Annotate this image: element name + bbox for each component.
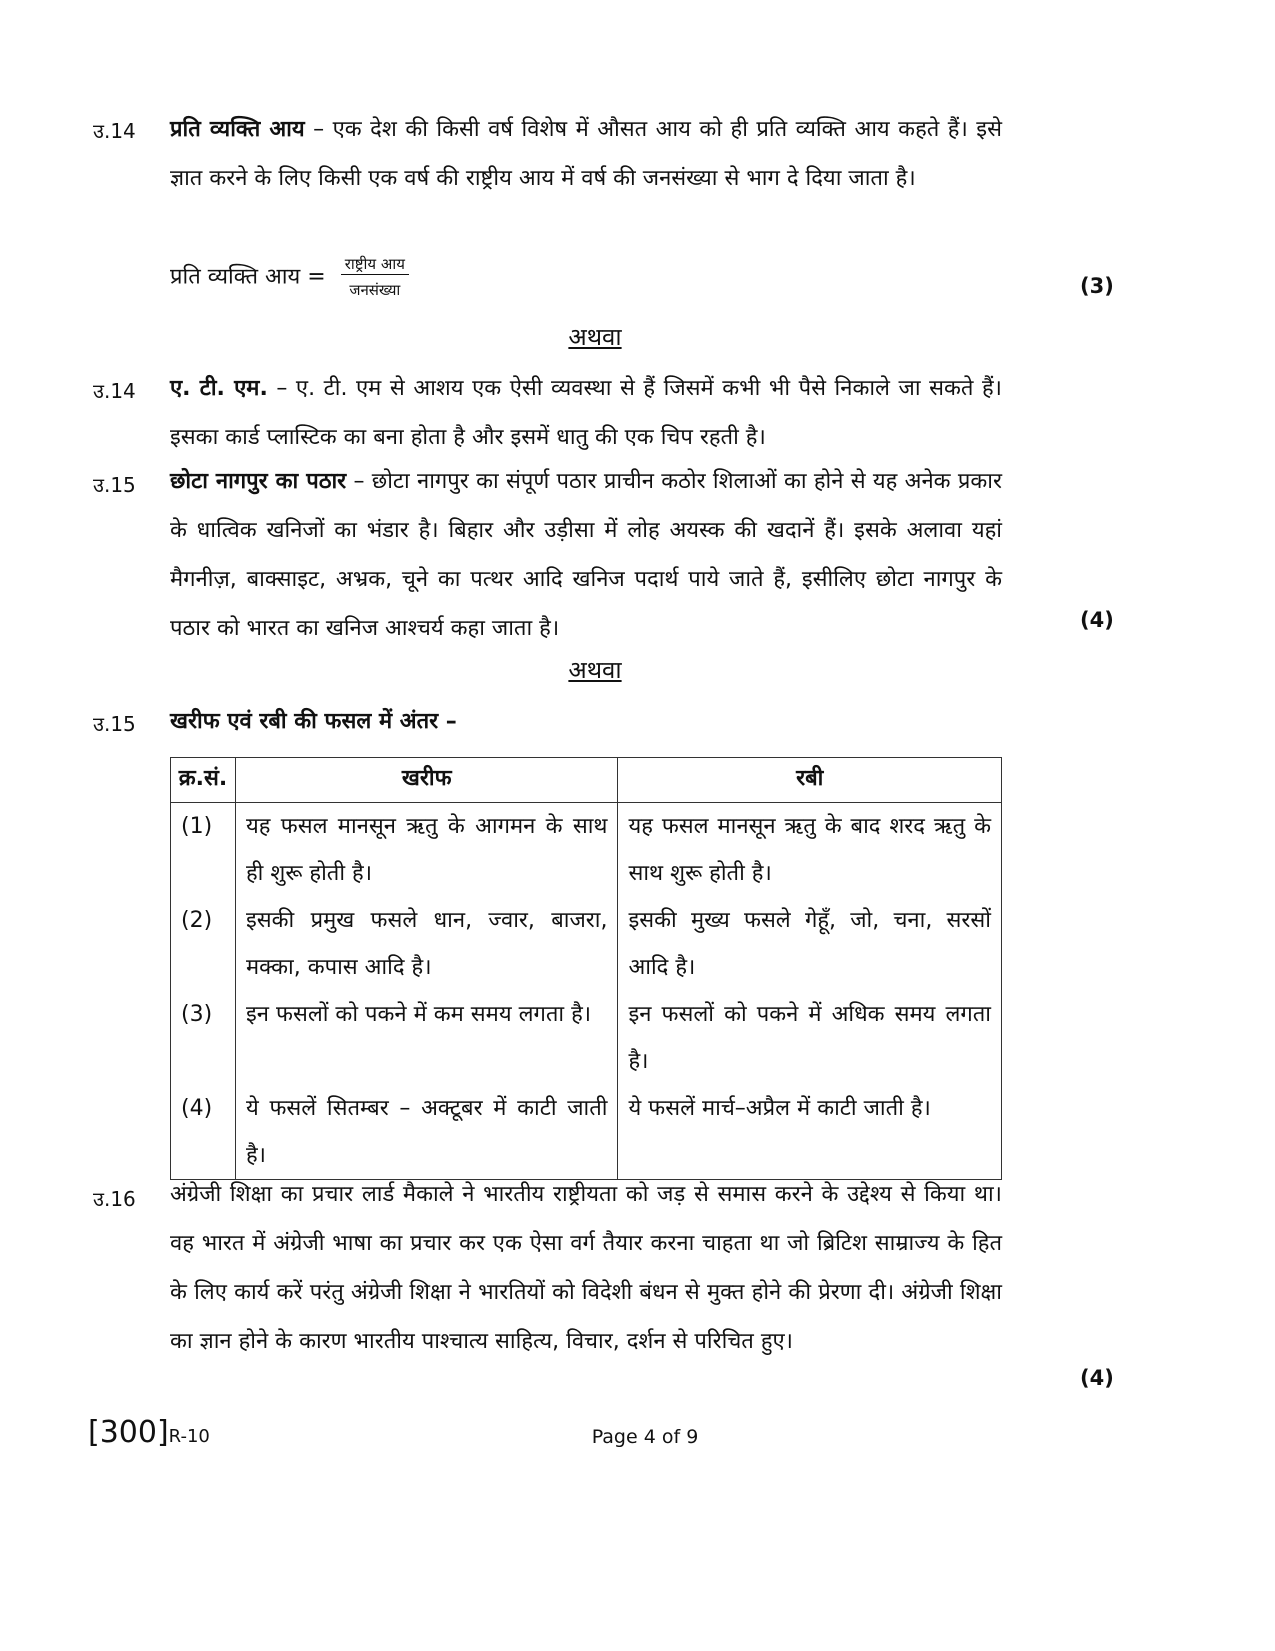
kharif-cell: इसकी प्रमुख फसले धान, ज्वार, बाजरा, मक्का, कपास आदि है।	[235, 897, 618, 991]
answer-text: – एक देश की किसी वर्ष विशेष में औसत आय को ही प्रति व्यक्ति आय कहते हैं। इसे ज्ञात करने के लिए किसी एक वर्ष की राष्ट्रीय आय में वर्ष की जनसंख्या से भाग दे दिया जाता है।	[170, 117, 1002, 191]
answer-heading: खरीफ एवं रबी की फसल में अंतर –	[170, 709, 457, 734]
table-row	[171, 803, 1002, 898]
marks: (4)	[1080, 1366, 1114, 1390]
or-divider: अथवा	[568, 323, 622, 351]
question-number: उ.16	[93, 1187, 136, 1211]
answer-term: प्रति व्यक्ति आय	[170, 117, 305, 142]
answer-term: छोटा नागपुर का पठार	[170, 469, 347, 494]
answer-text: – छोटा नागपुर का संपूर्ण पठार प्राचीन कठोर शिलाओं का होने से यह अनेक प्रकार के धात्विक खनिजों का भंडार है। बिहार और उड़ीसा में लोह अयस्क की खदानें हैं। इसके अलावा यहां मैगनीज़, बाक्साइट, अभ्रक, चूने का पत्थर आदि खनिज पदार्थ पाये जाते हैं, इसीलिए छोटा नागपुर के पठार को भारत का खनिज आश्चर्य कहा जाता है।	[170, 469, 1002, 641]
question-number: उ.14	[93, 379, 136, 403]
kharif-cell: यह फसल मानसून ऋतु के आगमन के साथ ही शुरू होती है।	[235, 803, 618, 898]
answer-paragraph	[170, 457, 1002, 653]
answer-term: ए. टी. एम.	[170, 376, 268, 401]
paper-set: R-10	[168, 1426, 210, 1447]
page-number: Page 4 of 9	[591, 1426, 699, 1448]
kharif-cell: इन फसलों को पकने में कम समय लगता है।	[235, 991, 618, 1085]
table-row	[171, 991, 1002, 1085]
answer-paragraph	[170, 364, 1002, 462]
column-header: रबी	[618, 758, 1002, 803]
formula-lhs: प्रति व्यक्ति आय =	[170, 264, 326, 290]
question-number: उ.15	[93, 473, 136, 497]
table-row	[171, 897, 1002, 991]
formula	[170, 254, 409, 301]
or-divider: अथवा	[568, 656, 622, 684]
serial-cell: (4)	[171, 1085, 236, 1180]
answer-paragraph: अंग्रेजी शिक्षा का प्रचार लार्ड मैकाले ने भारतीय राष्ट्रीयता को जड़ से समास करने के उद्देश्य से किया था। वह भारत में अंग्रेजी भाषा का प्रचार कर एक ऐसा वर्ग तैयार करना चाहता था जो ब्रिटिश साम्राज्य के हित के लिए कार्य करें परंतु अंग्रेजी शिक्षा ने भारतियों को विदेशी बंधन से मुक्त होने की प्रेरणा दी। अंग्रेजी शिक्षा का ज्ञान होने के कारण भारतीय पाश्चात्य साहित्य, विचार, दर्शन से परिचित हुए।	[170, 1182, 1002, 1354]
paper-code: [300]	[88, 1415, 169, 1450]
marks: (3)	[1080, 274, 1114, 298]
table-row	[171, 1085, 1002, 1180]
kharif-cell: ये फसलें सितम्बर – अक्टूबर में काटी जाती है।	[235, 1085, 618, 1180]
fraction-denominator: जनसंख्या	[349, 281, 401, 299]
column-header: क्र.सं.	[171, 758, 236, 803]
rabi-cell: यह फसल मानसून ऋतु के बाद शरद ऋतु के साथ शुरू होती है।	[618, 803, 1002, 898]
answer-paragraph	[170, 105, 1002, 203]
fraction	[341, 254, 409, 301]
answer-text: – ए. टी. एम से आशय एक ऐसी व्यवस्था से हैं जिसमें कभी भी पैसे निकाले जा सकते हैं। इसका कार्ड प्लास्टिक का बना होता है और इसमें धातु की एक चिप रहती है।	[170, 376, 1002, 450]
question-number: उ.14	[93, 119, 136, 143]
rabi-cell: इसकी मुख्य फसले गेहूँ, जो, चना, सरसों आदि है।	[618, 897, 1002, 991]
serial-cell: (3)	[171, 991, 236, 1085]
table-header-row	[171, 758, 1002, 803]
column-header: खरीफ	[235, 758, 618, 803]
rabi-cell: इन फसलों को पकने में अधिक समय लगता है।	[618, 991, 1002, 1085]
comparison-table	[170, 757, 1002, 1180]
serial-cell: (1)	[171, 803, 236, 898]
serial-cell: (2)	[171, 897, 236, 991]
marks: (4)	[1080, 608, 1114, 632]
fraction-numerator: राष्ट्रीय आय	[341, 254, 409, 275]
rabi-cell: ये फसलें मार्च–अप्रैल में काटी जाती है।	[618, 1085, 1002, 1180]
question-number: उ.15	[93, 712, 136, 736]
